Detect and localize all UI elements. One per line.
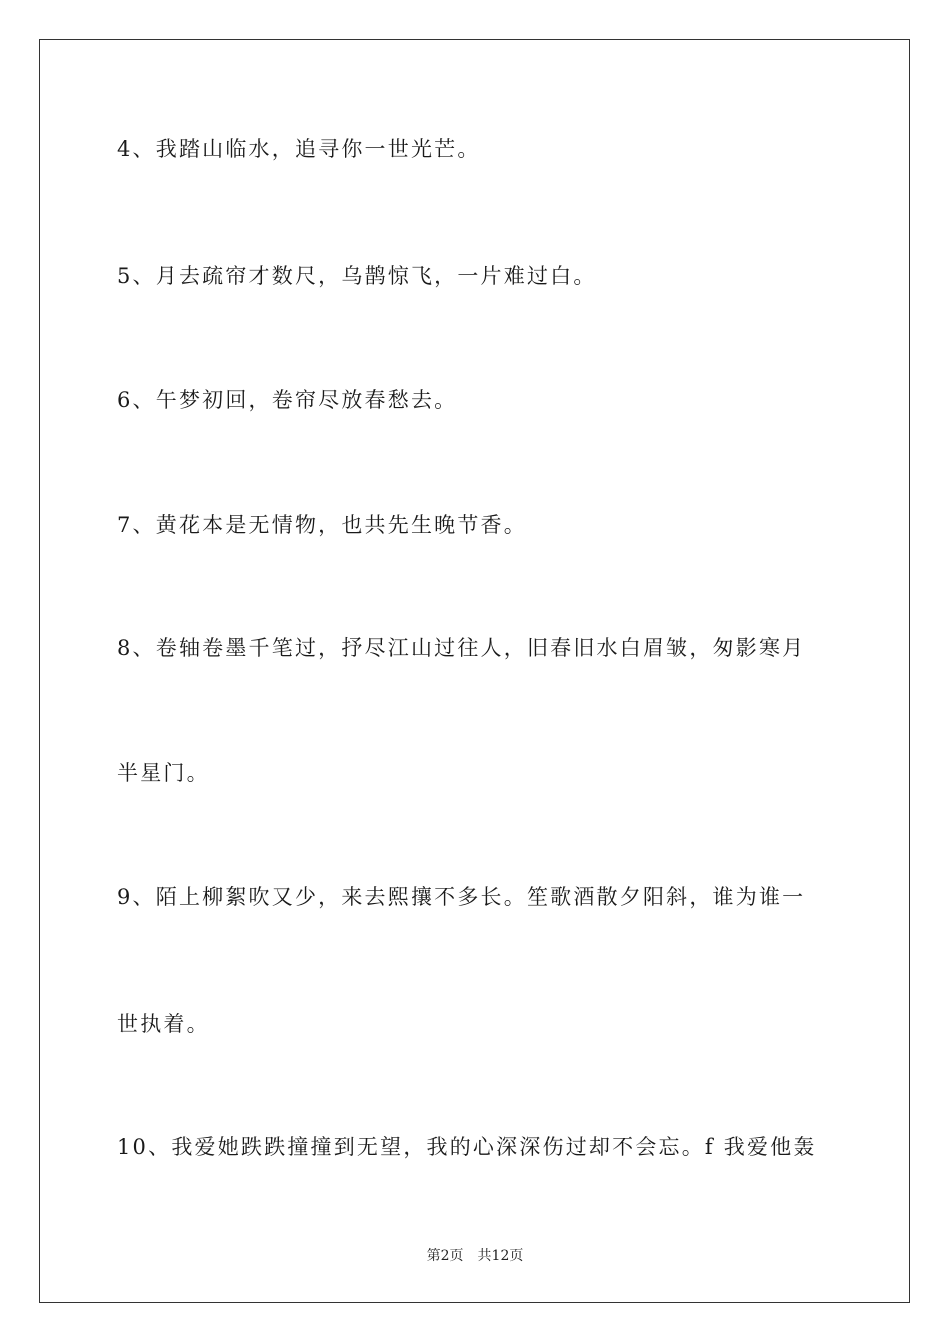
text-line: 10、我爱她跌跌撞撞到无望，我的心深深伤过却不会忘。f 我爱他轰 <box>117 1135 817 1159</box>
page-frame <box>39 39 910 1303</box>
text-line: 7、黄花本是无情物，也共先生晚节香。 <box>117 513 527 537</box>
text-line: 9、陌上柳絮吹又少，来去熙攘不多长。笙歌酒散夕阳斜，谁为谁一 <box>117 885 806 909</box>
text-line: 世执着。 <box>117 1012 210 1036</box>
text-line: 半星门。 <box>117 761 210 785</box>
page-total: 共12页 <box>477 1248 524 1264</box>
text-line: 8、卷轴卷墨千笔过，抒尽江山过往人，旧春旧水白眉皱，匆影寒月 <box>117 636 806 660</box>
page-number: 第2页 <box>426 1248 464 1264</box>
text-line: 4、我踏山临水，追寻你一世光芒。 <box>117 137 481 161</box>
text-line: 5、月去疏帘才数尺，乌鹊惊飞，一片难过白。 <box>117 264 597 288</box>
page-footer <box>0 1247 950 1265</box>
text-line: 6、午梦初回，卷帘尽放春愁去。 <box>117 388 458 412</box>
